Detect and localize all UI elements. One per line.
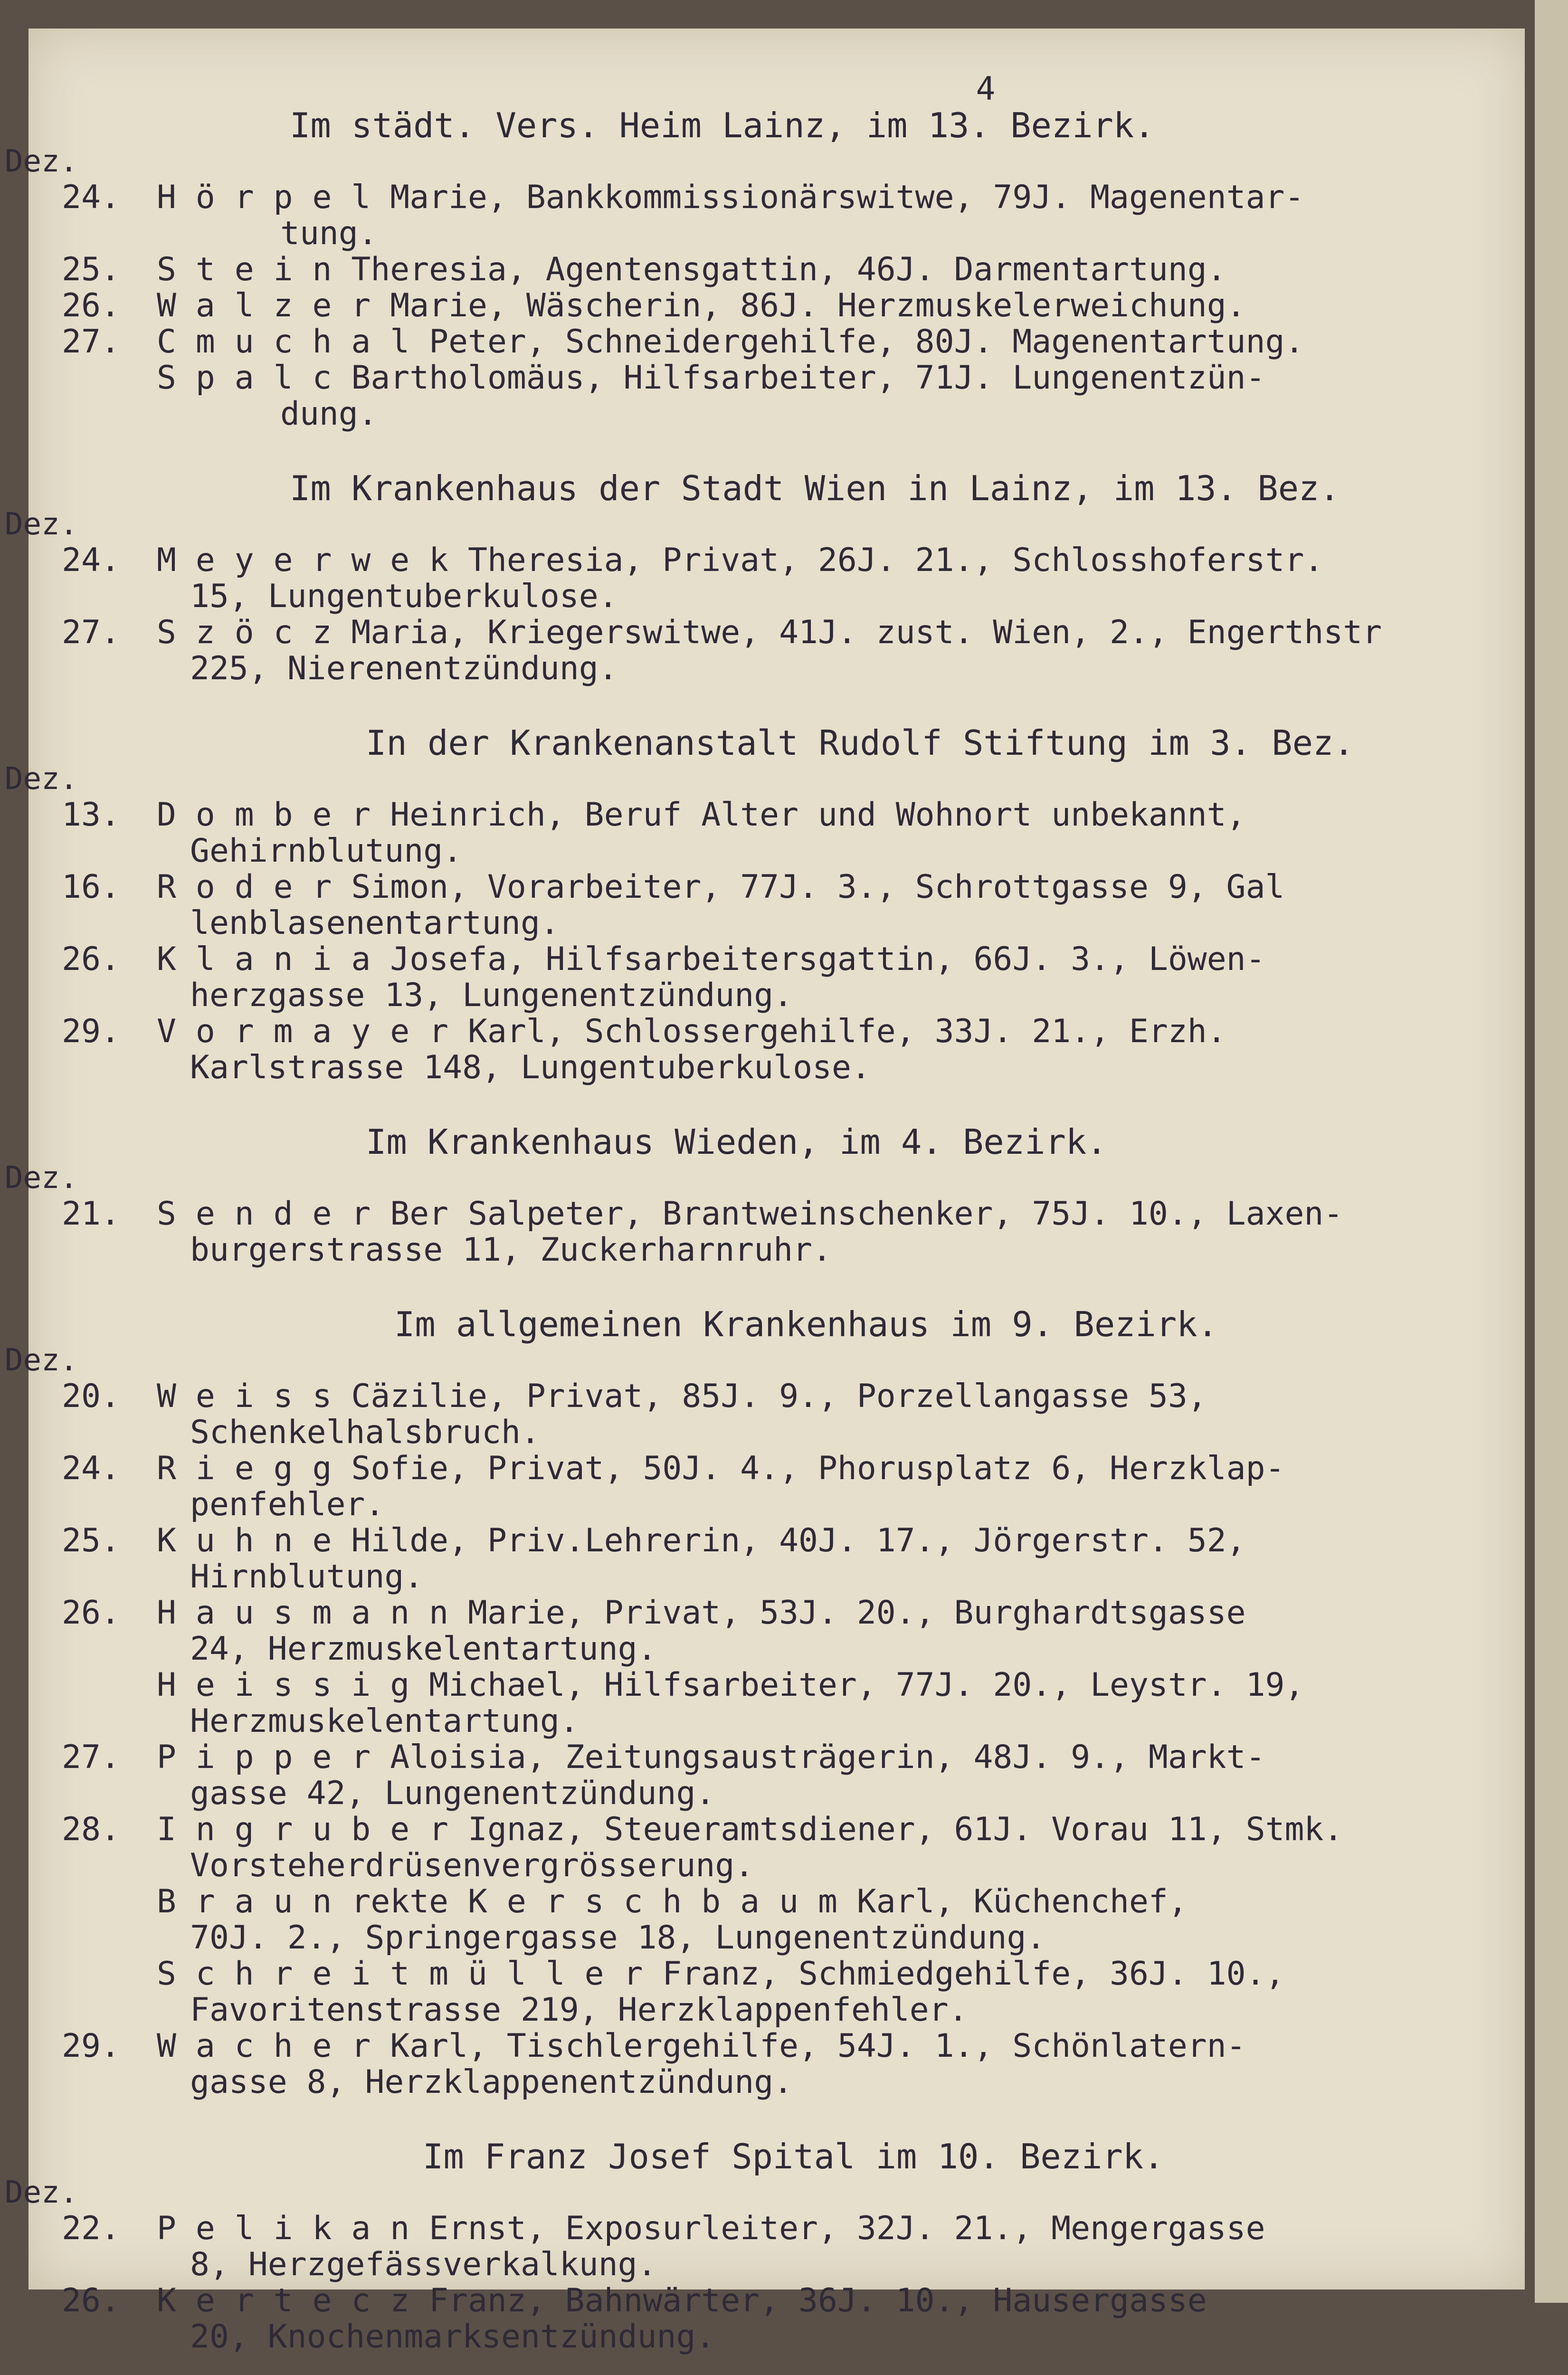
page-edge [1535, 0, 1568, 2303]
entry-day: 27. [62, 323, 120, 361]
death-entry [62, 323, 1482, 361]
entry-line: Favoritenstrasse 219, Herzklappenfehler. [190, 1991, 968, 2029]
entry-line: 70J. 2., Springergasse 18, Lungenentzündung. [190, 1919, 1046, 1957]
entry-line: M e y e r w e k Theresia, Privat, 26J. 21., Schlosshoferstr. [157, 542, 1324, 579]
month-label: Dez. [5, 1160, 78, 1196]
entry-line: Karlstrasse 148, Lungentuberkulose. [190, 1049, 871, 1086]
death-entry [157, 1667, 1482, 1739]
entry-line: penfehler. [190, 1486, 385, 1523]
entry-line: burgerstrasse 11, Zuckerharnruhr. [190, 1231, 832, 1269]
death-entry [62, 2027, 1482, 2101]
entry-line: R o d e r Simon, Vorarbeiter, 77J. 3., Schrottgasse 9, Gal [157, 868, 1285, 906]
death-entry [62, 1811, 1482, 1884]
entry-line: P i p p e r Aloisia, Zeitungsausträgerin, 48J. 9., Markt- [157, 1738, 1265, 1776]
entry-line: Gehirnblutung. [190, 832, 463, 870]
death-entry [62, 1738, 1482, 1812]
entry-line: S e n d e r Ber Salpeter, Brantweinschenker, 75J. 10., Laxen- [157, 1195, 1343, 1233]
entry-day: 24. [62, 179, 120, 216]
entry-line: Schenkelhalsbruch. [190, 1414, 540, 1451]
entry-day: 27. [62, 614, 120, 651]
entry-day: 16. [62, 868, 120, 906]
entry-day: 25. [62, 251, 120, 288]
section-rudolf-stiftung [5, 723, 1482, 1086]
entry-day: 29. [62, 1013, 120, 1050]
death-entry [62, 2282, 1482, 2356]
month-label: Dez. [5, 1343, 78, 1378]
entry-day: 21. [62, 1195, 120, 1233]
document-text [5, 70, 1482, 2375]
entry-line: 20, Knochenmarksentzündung. [190, 2318, 715, 2356]
death-entry [62, 1195, 1482, 1269]
entry-day: 13. [62, 796, 120, 834]
death-entry [62, 1378, 1482, 1451]
death-entry [62, 2210, 1482, 2283]
entry-day: 25. [62, 1522, 120, 1559]
death-entry [62, 287, 1482, 324]
section-heading: Im Krankenhaus der Stadt Wien in Lainz, im 13. Bez. [290, 468, 1340, 508]
section-heading: Im Franz Josef Spital im 10. Bezirk. [423, 2137, 1164, 2176]
entry-line: K u h n e Hilde, Priv.Lehrerin, 40J. 17., Jörgerstr. 52, [157, 1522, 1246, 1559]
month-label: Dez. [5, 144, 78, 179]
month-label: Dez. [5, 507, 78, 542]
section-wieden [5, 1122, 1482, 1269]
entry-line: K e r t e c z Franz, Bahnwärter, 36J. 10., Hausergasse [157, 2282, 1207, 2319]
section-heading: Im städt. Vers. Heim Lainz, im 13. Bezirk. [290, 105, 1155, 145]
death-entry [62, 1013, 1482, 1086]
entry-day: 28. [62, 1811, 120, 1848]
death-entry [62, 1450, 1482, 1523]
entry-line: S z ö c z Maria, Kriegerswitwe, 41J. zust. Wien, 2., Engerthstr [157, 614, 1382, 651]
section-krankenhaus-lainz [5, 468, 1482, 687]
entry-day: 24. [62, 542, 120, 579]
section-lainz-heim [5, 105, 1482, 433]
entry-day: 29. [62, 2027, 120, 2065]
month-label: Dez. [5, 761, 78, 797]
entry-line: S p a l c Bartholomäus, Hilfsarbeiter, 71J. Lungenentzün- [157, 359, 1265, 397]
entry-day: 26. [62, 287, 120, 324]
section-allgemeines-krankenhaus [5, 1304, 1482, 2101]
entry-line: S c h r e i t m ü l l e r Franz, Schmiedgehilfe, 36J. 10., [157, 1955, 1285, 1993]
death-entry [62, 796, 1482, 870]
entry-line: P e l i k a n Ernst, Exposurleiter, 32J. 21., Mengergasse [157, 2210, 1265, 2247]
section-heading: Im Krankenhaus Wieden, im 4. Bezirk. [366, 1122, 1107, 1162]
entry-line: C m u c h a l Peter, Schneidergehilfe, 80J. Magenentartung. [157, 323, 1304, 361]
entry-line: H e i s s i g Michael, Hilfsarbeiter, 77J. 20., Leystr. 19, [157, 1666, 1304, 1704]
entry-line: B r a u n rekte K e r s c h b a u m Karl, Küchenchef, [157, 1883, 1188, 1920]
death-entry [62, 542, 1482, 615]
section-franz-josef-spital [5, 2137, 1482, 2356]
entry-day: 27. [62, 1738, 120, 1776]
death-entry [62, 940, 1482, 1014]
entry-line: H ö r p e l Marie, Bankkommissionärswitwe, 79J. Magenentar- [157, 179, 1304, 216]
section-heading: Im allgemeinen Krankenhaus im 9. Bezirk. [394, 1304, 1218, 1344]
entry-day: 26. [62, 940, 120, 978]
section-heading: In der Krankenanstalt Rudolf Stiftung im 3. Bez. [366, 723, 1354, 763]
death-entry [62, 1522, 1482, 1596]
entry-line: 24, Herzmuskelentartung. [190, 1630, 657, 1668]
entry-line: W e i s s Cäzilie, Privat, 85J. 9., Porzellangasse 53, [157, 1378, 1207, 1415]
death-entry [62, 614, 1482, 687]
entry-line: S t e i n Theresia, Agentensgattin, 46J. Darmentartung. [157, 251, 1226, 288]
entry-line: Herzmuskelentartung. [190, 1702, 579, 1740]
entry-day: 20. [62, 1378, 120, 1415]
entry-line: V o r m a y e r Karl, Schlossergehilfe, 33J. 21., Erzh. [157, 1013, 1226, 1050]
entry-line: gasse 42, Lungenentzündung. [190, 1775, 715, 1812]
death-entry [157, 1884, 1482, 1956]
death-entry [62, 1594, 1482, 1668]
entry-line: W a c h e r Karl, Tischlergehilfe, 54J. 1., Schönlatern- [157, 2027, 1246, 2065]
month-label: Dez. [5, 2175, 78, 2210]
death-entry [62, 868, 1482, 942]
entry-line: dung. [280, 395, 378, 433]
entry-line: gasse 8, Herzklappenentzündung. [190, 2063, 793, 2101]
death-entry [157, 1956, 1482, 2028]
entry-line: lenblasenentartung. [190, 904, 560, 942]
death-entry [157, 360, 1482, 432]
death-entry [62, 251, 1482, 288]
death-entry [62, 179, 1482, 252]
entry-line: D o m b e r Heinrich, Beruf Alter und Wohnort unbekannt, [157, 796, 1246, 834]
entry-line: Hirnblutung. [190, 1558, 424, 1596]
entry-day: 22. [62, 2210, 120, 2247]
page-number: 4 [976, 70, 996, 108]
entry-line: H a u s m a n n Marie, Privat, 53J. 20., Burghardtsgasse [157, 1594, 1246, 1632]
entry-day: 24. [62, 1450, 120, 1487]
entry-line: 15, Lungentuberkulose. [190, 578, 618, 615]
entry-line: Vorsteherdrüsenvergrösserung. [190, 1847, 754, 1884]
entry-line: I n g r u b e r Ignaz, Steueramtsdiener, 61J. Vorau 11, Stmk. [157, 1811, 1343, 1848]
entry-day: 26. [62, 2282, 120, 2319]
entry-line: 225, Nierenentzündung. [190, 650, 618, 687]
entry-line: tung. [280, 215, 378, 252]
entry-line: K l a n i a Josefa, Hilfsarbeitersgattin, 66J. 3., Löwen- [157, 940, 1265, 978]
entry-line: W a l z e r Marie, Wäscherin, 86J. Herzmuskelerweichung. [157, 287, 1246, 324]
entry-line: R i e g g Sofie, Privat, 50J. 4., Phorusplatz 6, Herzklap- [157, 1450, 1285, 1487]
entry-line: 8, Herzgefässverkalkung. [190, 2246, 657, 2283]
entry-day: 26. [62, 1594, 120, 1632]
entry-line: herzgasse 13, Lungenentzündung. [190, 977, 793, 1014]
